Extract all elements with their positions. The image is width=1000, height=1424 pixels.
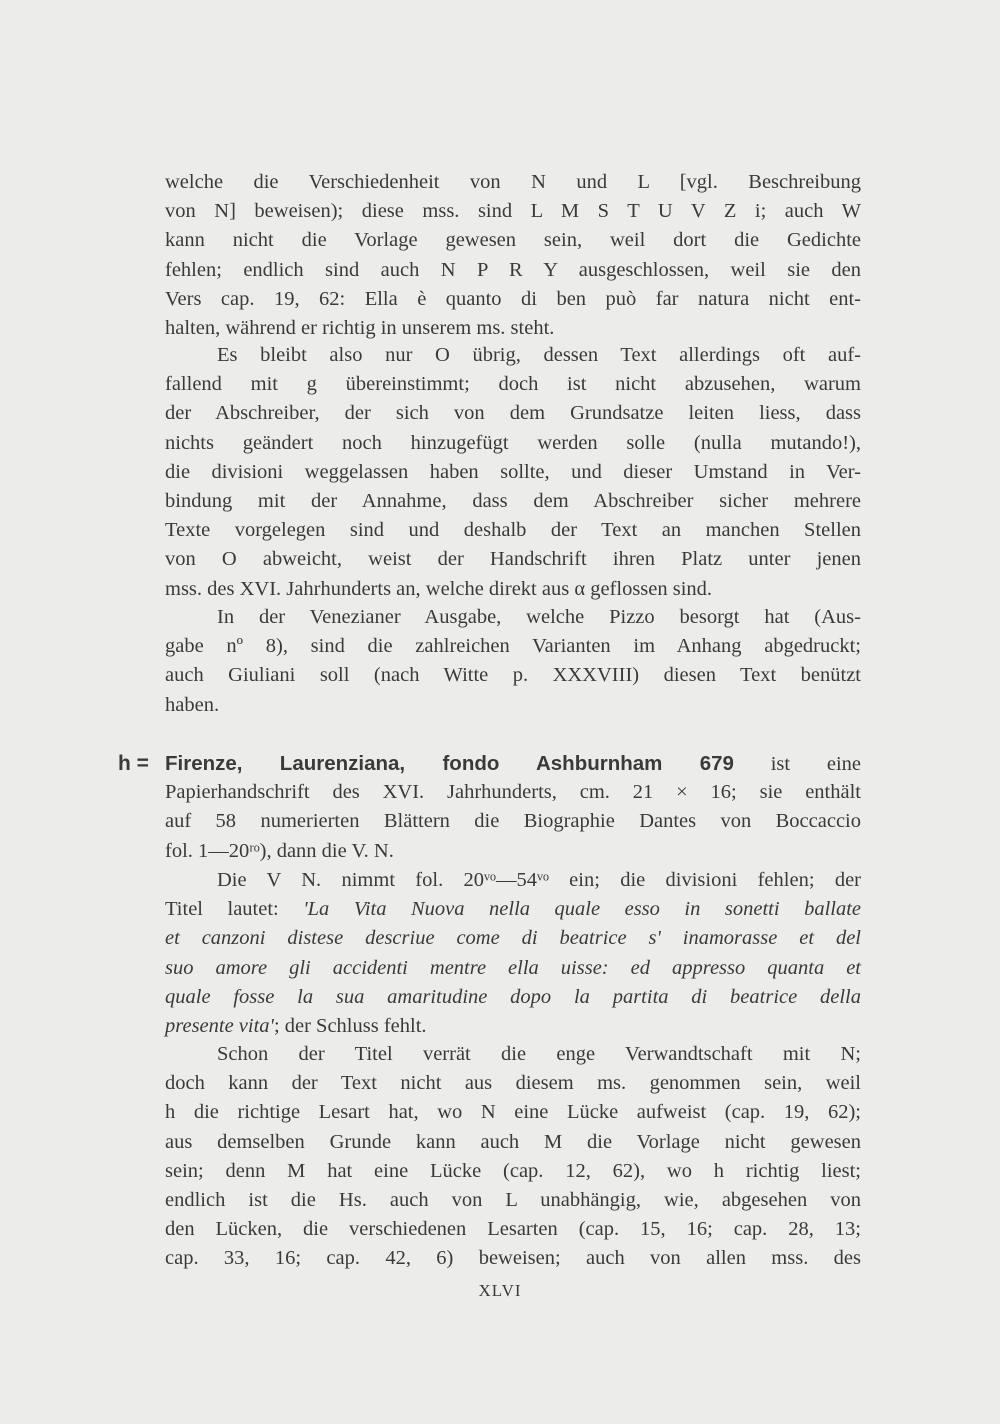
text-line: fol. 1—20ʳᵒ), dann die V. N. bbox=[165, 839, 394, 862]
manuscript-description bbox=[165, 749, 861, 866]
text-line: fehlen; endlich sind auch N P R Y ausgeschlossen, weil sie den bbox=[165, 258, 861, 281]
paragraph-title bbox=[165, 866, 861, 1041]
paragraph-2 bbox=[165, 341, 861, 604]
text-line: sein; denn M hat eine Lücke (cap. 12, 62), wo h richtig liest; bbox=[165, 1159, 861, 1182]
section-heading-line bbox=[165, 749, 861, 778]
text-line: auch Giuliani soll (nach Witte p. XXXVIII) diesen Text benützt bbox=[165, 664, 861, 687]
text-line: In der Venezianer Ausgabe, welche Pizzo besorgt hat (Aus- bbox=[217, 606, 861, 628]
text-line: gabe nº 8), sind die zahlreichen Varianten im Anhang abgedruckt; bbox=[165, 635, 861, 658]
text-line: h die richtige Lesart hat, wo N eine Lücke aufweist (cap. 19, 62); bbox=[165, 1101, 861, 1124]
text-line: welche die Verschiedenheit von N und L [vgl. Beschreibung bbox=[165, 171, 861, 193]
italic-title: 'La Vita Nuova nella quale esso in sonetti ballate bbox=[303, 898, 861, 921]
text-line: nichts geändert noch hinzugefügt werden solle (nulla mutando!), bbox=[165, 431, 861, 454]
paragraph-3 bbox=[165, 603, 861, 720]
text-line: haben. bbox=[165, 693, 220, 716]
text-line: bindung mit der Annahme, dass dem Abschreiber sicher mehrere bbox=[165, 489, 861, 512]
text-line: kann nicht die Vorlage gewesen sein, weil dort die Gedichte bbox=[165, 229, 861, 252]
text-line: Vers cap. 19, 62: Ella è quanto di ben può far natura nicht ent- bbox=[165, 287, 861, 310]
text-line: doch kann der Text nicht aus diesem ms. genommen sein, weil bbox=[165, 1072, 861, 1095]
text-line: mss. des XVI. Jahrhunderts an, welche direkt aus α geflossen sind. bbox=[165, 577, 713, 600]
text-line: auf 58 numerierten Blättern die Biographie Dantes von Boccaccio bbox=[165, 810, 861, 833]
text-line: von N] beweisen); diese mss. sind L M S T U V Z i; auch W bbox=[165, 200, 861, 223]
text-fragment: ist eine bbox=[733, 753, 861, 775]
text-line: Schon der Titel verrät die enge Verwandtschaft mit N; bbox=[217, 1043, 861, 1065]
text-fragment: Titel lautet: bbox=[165, 898, 304, 921]
text-line: der Abschreiber, der sich von dem Grundsatze leiten liess, dass bbox=[165, 402, 861, 425]
text-line: von O abweicht, weist der Handschrift ihren Platz unter jenen bbox=[165, 548, 861, 571]
paragraph-6 bbox=[165, 1040, 861, 1274]
section-heading: Firenze, Laurenziana, fondo Ashburnham 679 bbox=[165, 752, 734, 775]
text-line bbox=[165, 895, 861, 924]
text-line: cap. 33, 16; cap. 42, 6) beweisen; auch von allen mss. des bbox=[165, 1247, 861, 1270]
paragraph-1 bbox=[165, 168, 861, 343]
text-line: Die V N. nimmt fol. 20ᵛᵒ—54ᵛᵒ ein; die divisioni fehlen; der bbox=[217, 869, 861, 891]
italic-title-line: suo amore gli accidenti mentre ella uisse: ed appresso quanta et bbox=[165, 956, 861, 979]
italic-title-line: et canzoni distese descriue come di beatrice s' inamorasse et del bbox=[165, 927, 861, 950]
italic-title: presente vita' bbox=[165, 1014, 274, 1037]
text-line: Es bleibt also nur O übrig, dessen Text allerdings oft auf- bbox=[217, 344, 861, 366]
text-line: fallend mit g übereinstimmt; doch ist nicht abzusehen, warum bbox=[165, 373, 861, 396]
text-line: aus demselben Grunde kann auch M die Vorlage nicht gewesen bbox=[165, 1130, 861, 1153]
text-line: endlich ist die Hs. auch von L unabhängig, wie, abgesehen von bbox=[165, 1188, 861, 1211]
page-number: XLVI bbox=[478, 1281, 522, 1300]
manuscript-siglum: h = bbox=[118, 752, 149, 775]
text-line: die divisioni weggelassen haben sollte, und dieser Umstand in Ver- bbox=[165, 460, 861, 483]
text-line: den Lücken, die verschiedenen Lesarten (cap. 15, 16; cap. 28, 13; bbox=[165, 1218, 861, 1241]
text-fragment: ; der Schluss fehlt. bbox=[273, 1014, 427, 1037]
text-line: Texte vorgelegen sind und deshalb der Text an manchen Stellen bbox=[165, 519, 861, 542]
text-line: halten, während er richtig in unserem ms. steht. bbox=[165, 316, 555, 339]
text-line bbox=[165, 1012, 861, 1041]
italic-title-line: quale fosse la sua amaritudine dopo la partita di beatrice della bbox=[165, 985, 861, 1008]
text-line: Papierhandschrift des XVI. Jahrhunderts, cm. 21 × 16; sie enthält bbox=[165, 781, 861, 804]
